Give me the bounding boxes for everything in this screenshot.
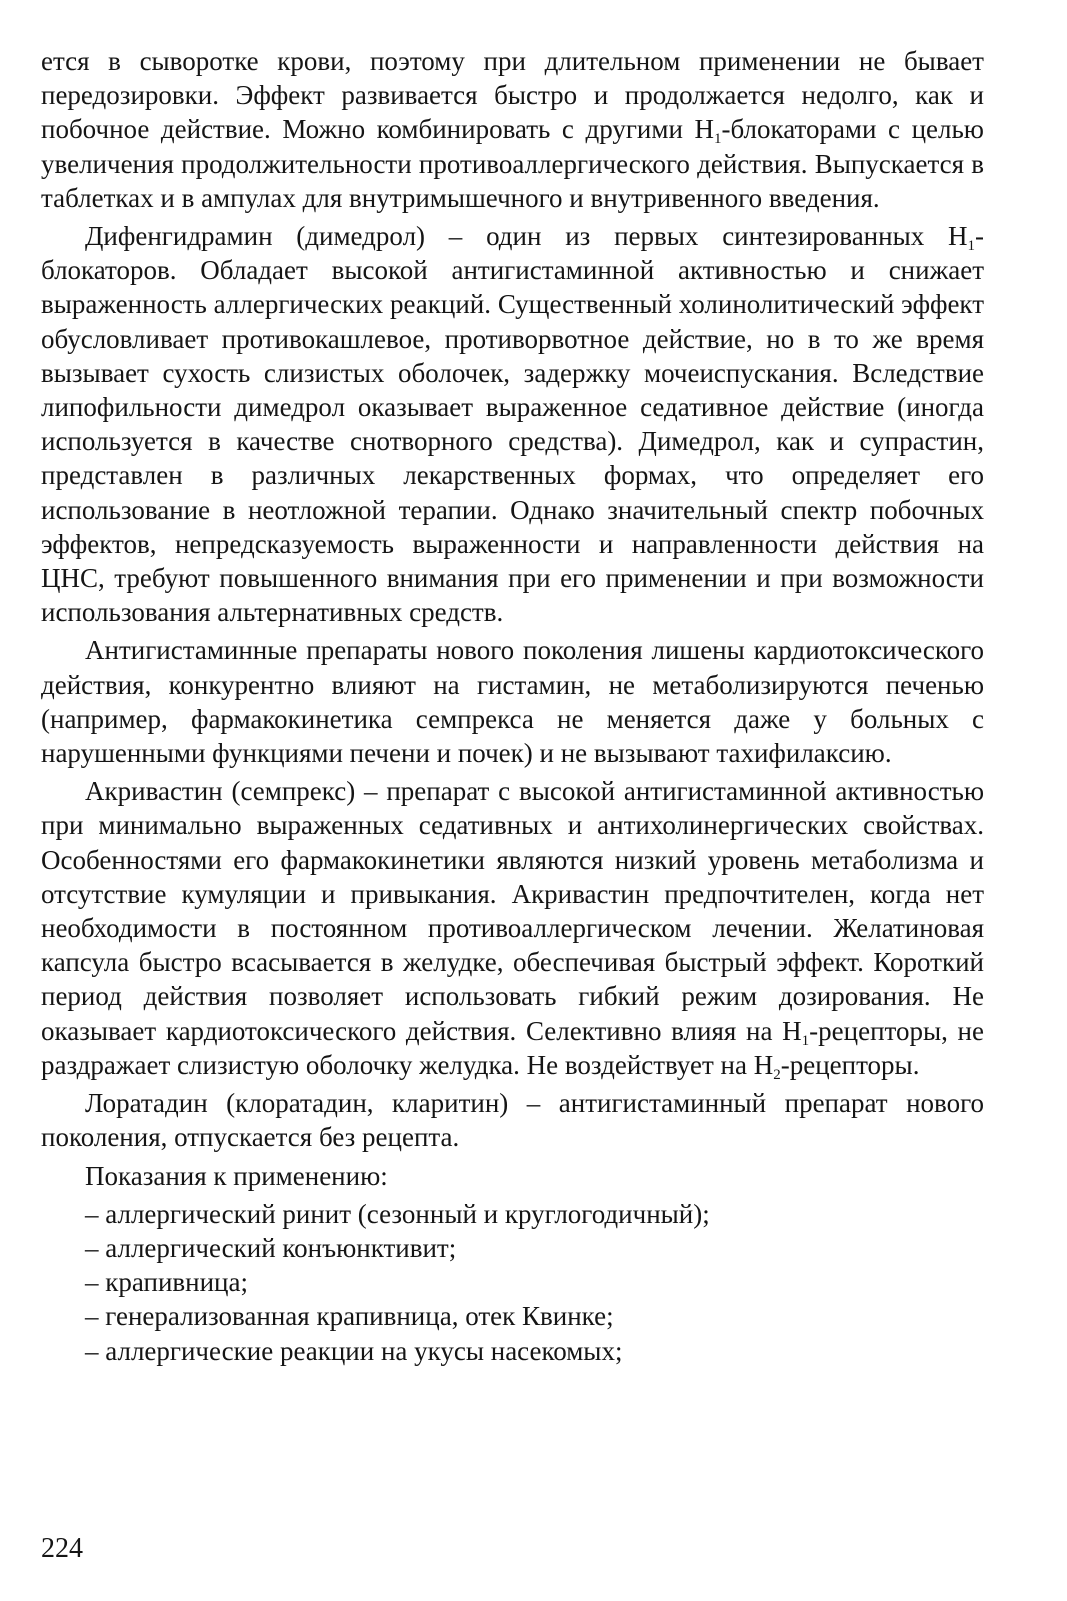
paragraph bbox=[41, 633, 984, 770]
subscript: 1 bbox=[801, 1032, 810, 1049]
text-run: -рецепторы. bbox=[780, 1049, 920, 1080]
text-run: Антигистаминные препараты нового поколения лишены кардиотоксического действия, конкурентно влияют на гистамин, не метаболизируются печенью (например, фармакокинетика семпрекса не меняется даже у больных с нарушенными функциями печени и почек) и не вызывают тахифилаксию. bbox=[41, 635, 984, 769]
paragraph bbox=[41, 1159, 984, 1193]
paragraph bbox=[41, 774, 984, 1082]
list-item: – аллергические реакции на укусы насекомых; bbox=[85, 1335, 623, 1366]
text-run: Показания к применению: bbox=[85, 1160, 388, 1191]
subscript: 1 bbox=[713, 131, 722, 148]
text-run: Дифенгидрамин (димедрол) – один из первых синтезированных Н bbox=[85, 221, 968, 252]
list-item: – аллергический ринит (сезонный и круглогодичный); bbox=[85, 1198, 710, 1229]
paragraph bbox=[41, 219, 984, 629]
list-item: – генерализованная крапивница, отек Квинке; bbox=[85, 1301, 614, 1332]
text-run: -блокаторов. Обладает высокой антигистаминной активностью и снижает выраженность аллергических реакций. Существенный холинолитический эффект обусловливает противокашлевое, противорвотное действие, но в то же время вызывает сухость слизистых оболочек, задержку мочеиспускания. Вследствие липофильности димедрол оказывает выраженное седативное действие (иногда используется в качестве снотворного средства). Димедрол, как и супрастин, представлен в различных лекарственных формах, что определяет его использование в неотложной терапии. Однако значительный спектр побочных эффектов, непредсказуемость выраженности и направленности действия на ЦНС, требуют повышенного внимания при его применении и при возможности использования альтернативных средств. bbox=[41, 221, 984, 628]
text-run: Лоратадин (клоратадин, кларитин) – антигистаминный препарат нового поколения, отпускается без рецепта. bbox=[41, 1088, 984, 1153]
paragraph bbox=[41, 44, 984, 215]
text-run: Акривастин (семпрекс) – препарат с высокой антигистаминной активностью при минимально выраженных седативных и антихолинергических свойствах. Особенностями его фармакокинетики являются низкий уровень метаболизма и отсутствие кумуляции и привыкания. Акривастин предпочтителен, когда нет необходимости в постоянном противоаллергическом лечении. Желатиновая капсула быстро всасывается в желудке, обеспечивая быстрый эффект. Короткий период действия позволяет использовать гибкий режим дозирования. Не оказывает кардиотоксического действия. Селективно влияя на Н bbox=[41, 776, 984, 1046]
text-run: ется в сыворотке крови, поэтому при длительном применении не бывает передозировки. Эффект развивается быстро и продолжается недолго, как и побочное действие. Можно комбинировать с другими Н bbox=[41, 46, 984, 145]
subscript: 2 bbox=[773, 1066, 781, 1083]
subscript: 1 bbox=[967, 238, 975, 255]
list-item: – аллергический конъюнктивит; bbox=[85, 1232, 457, 1263]
page-number: 224 bbox=[41, 1533, 83, 1564]
text-run: -рецепторы, не раздражает слизистую оболочку желудка. Не воздействует на Н bbox=[41, 1015, 984, 1080]
text-run: -блокаторами с целью увеличения продолжительности противоаллергического действия. Выпускается в таблетках и в ампулах для внутримышечного и внутривенного введения. bbox=[41, 114, 984, 213]
indications-list bbox=[41, 1197, 984, 1368]
list-item: – крапивница; bbox=[85, 1267, 248, 1298]
page-body bbox=[41, 44, 984, 1368]
paragraph bbox=[41, 1086, 984, 1154]
